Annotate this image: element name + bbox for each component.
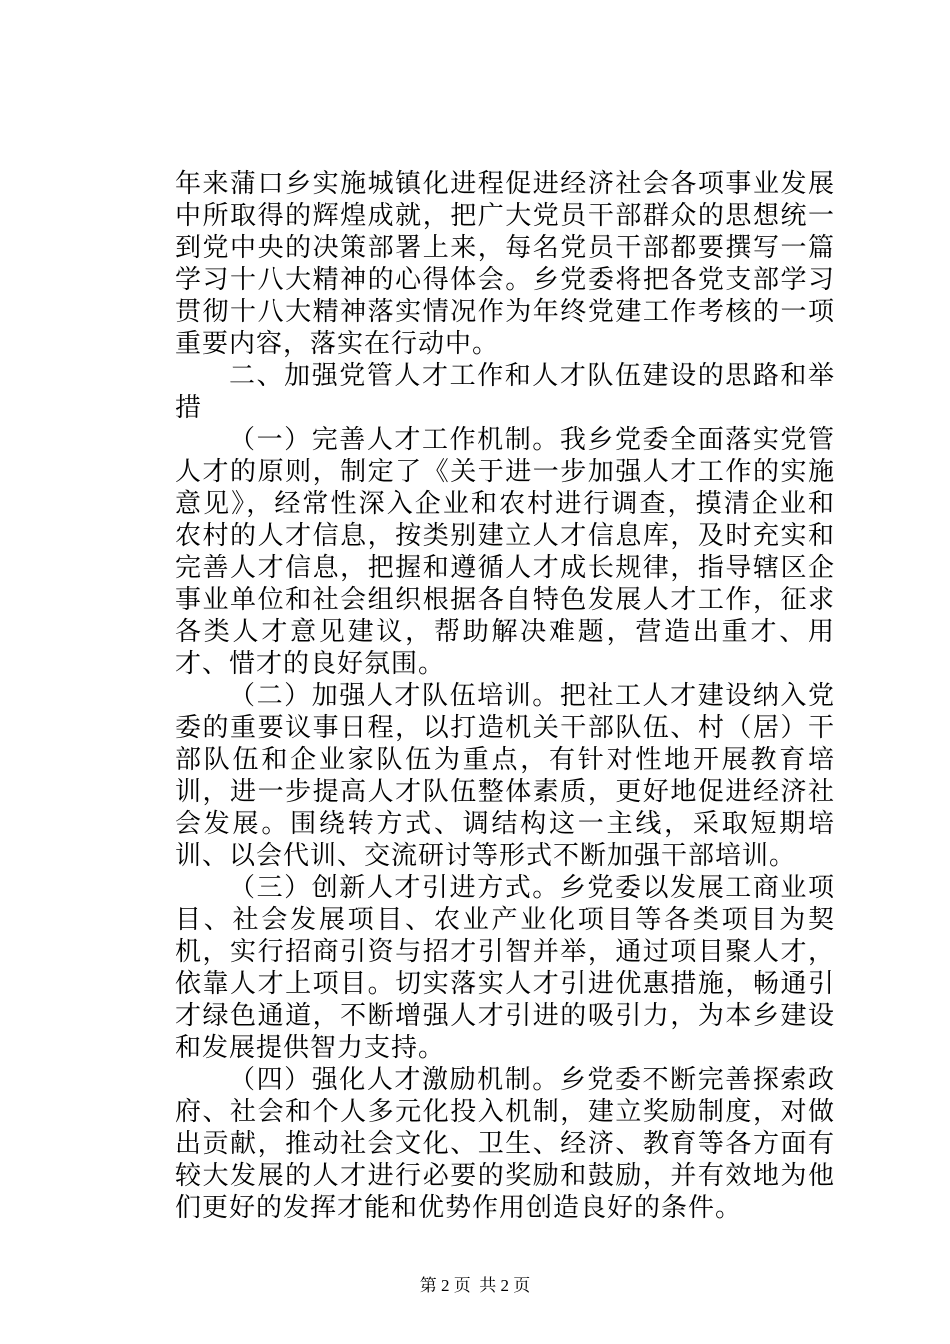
paragraph-item-2: （二）加强人才队伍培训。把社工人才建设纳入党委的重要议事日程，以打造机关干部队伍、村（居）干部队伍和企业家队伍为重点，有针对性地开展教育培训，进一步提高人才队伍整体素质，更好地促进经济社会发展。围绕转方式、调结构这一主线，采取短期培训、以会代训、交流研讨等形式不断加强干部培训。 [175, 681, 835, 871]
page-footer [0, 1275, 950, 1297]
paragraph-item-3: （三）创新人才引进方式。乡党委以发展工商业项目、社会发展项目、农业产业化项目等各类项目为契机，实行招商引资与招才引智并举，通过项目聚人才，依靠人才上项目。切实落实人才引进优惠措施，畅通引才绿色通道，不断增强人才引进的吸引力，为本乡建设和发展提供智力支持。 [175, 873, 835, 1063]
section-heading: 二、加强党管人才工作和人才队伍建设的思路和举措 [175, 361, 835, 423]
document-body [175, 168, 835, 1224]
paragraph-continuation: 年来蒲口乡实施城镇化进程促进经济社会各项事业发展中所取得的辉煌成就，把广大党员干部群众的思想统一到党中央的决策部署上来，每名党员干部都要撰写一篇学习十八大精神的心得体会。乡党委将把各党支部学习贯彻十八大精神落实情况作为年终党建工作考核的一项重要内容，落实在行动中。 [175, 169, 835, 359]
page-number: 第 2 页 共 2 页 [419, 1276, 531, 1295]
paragraph-item-4: （四）强化人才激励机制。乡党委不断完善探索政府、社会和个人多元化投入机制，建立奖励制度，对做出贡献，推动社会文化、卫生、经济、教育等各方面有较大发展的人才进行必要的奖励和鼓励，并有效地为他们更好的发挥才能和优势作用创造良好的条件。 [175, 1065, 835, 1223]
paragraph-item-1: （一）完善人才工作机制。我乡党委全面落实党管人才的原则，制定了《关于进一步加强人才工作的实施意见》，经常性深入企业和农村进行调查，摸清企业和农村的人才信息，按类别建立人才信息库，及时充实和完善人才信息，把握和遵循人才成长规律，指导辖区企事业单位和社会组织根据各自特色发展人才工作，征求各类人才意见建议，帮助解决难题，营造出重才、用才、惜才的良好氛围。 [175, 425, 835, 679]
